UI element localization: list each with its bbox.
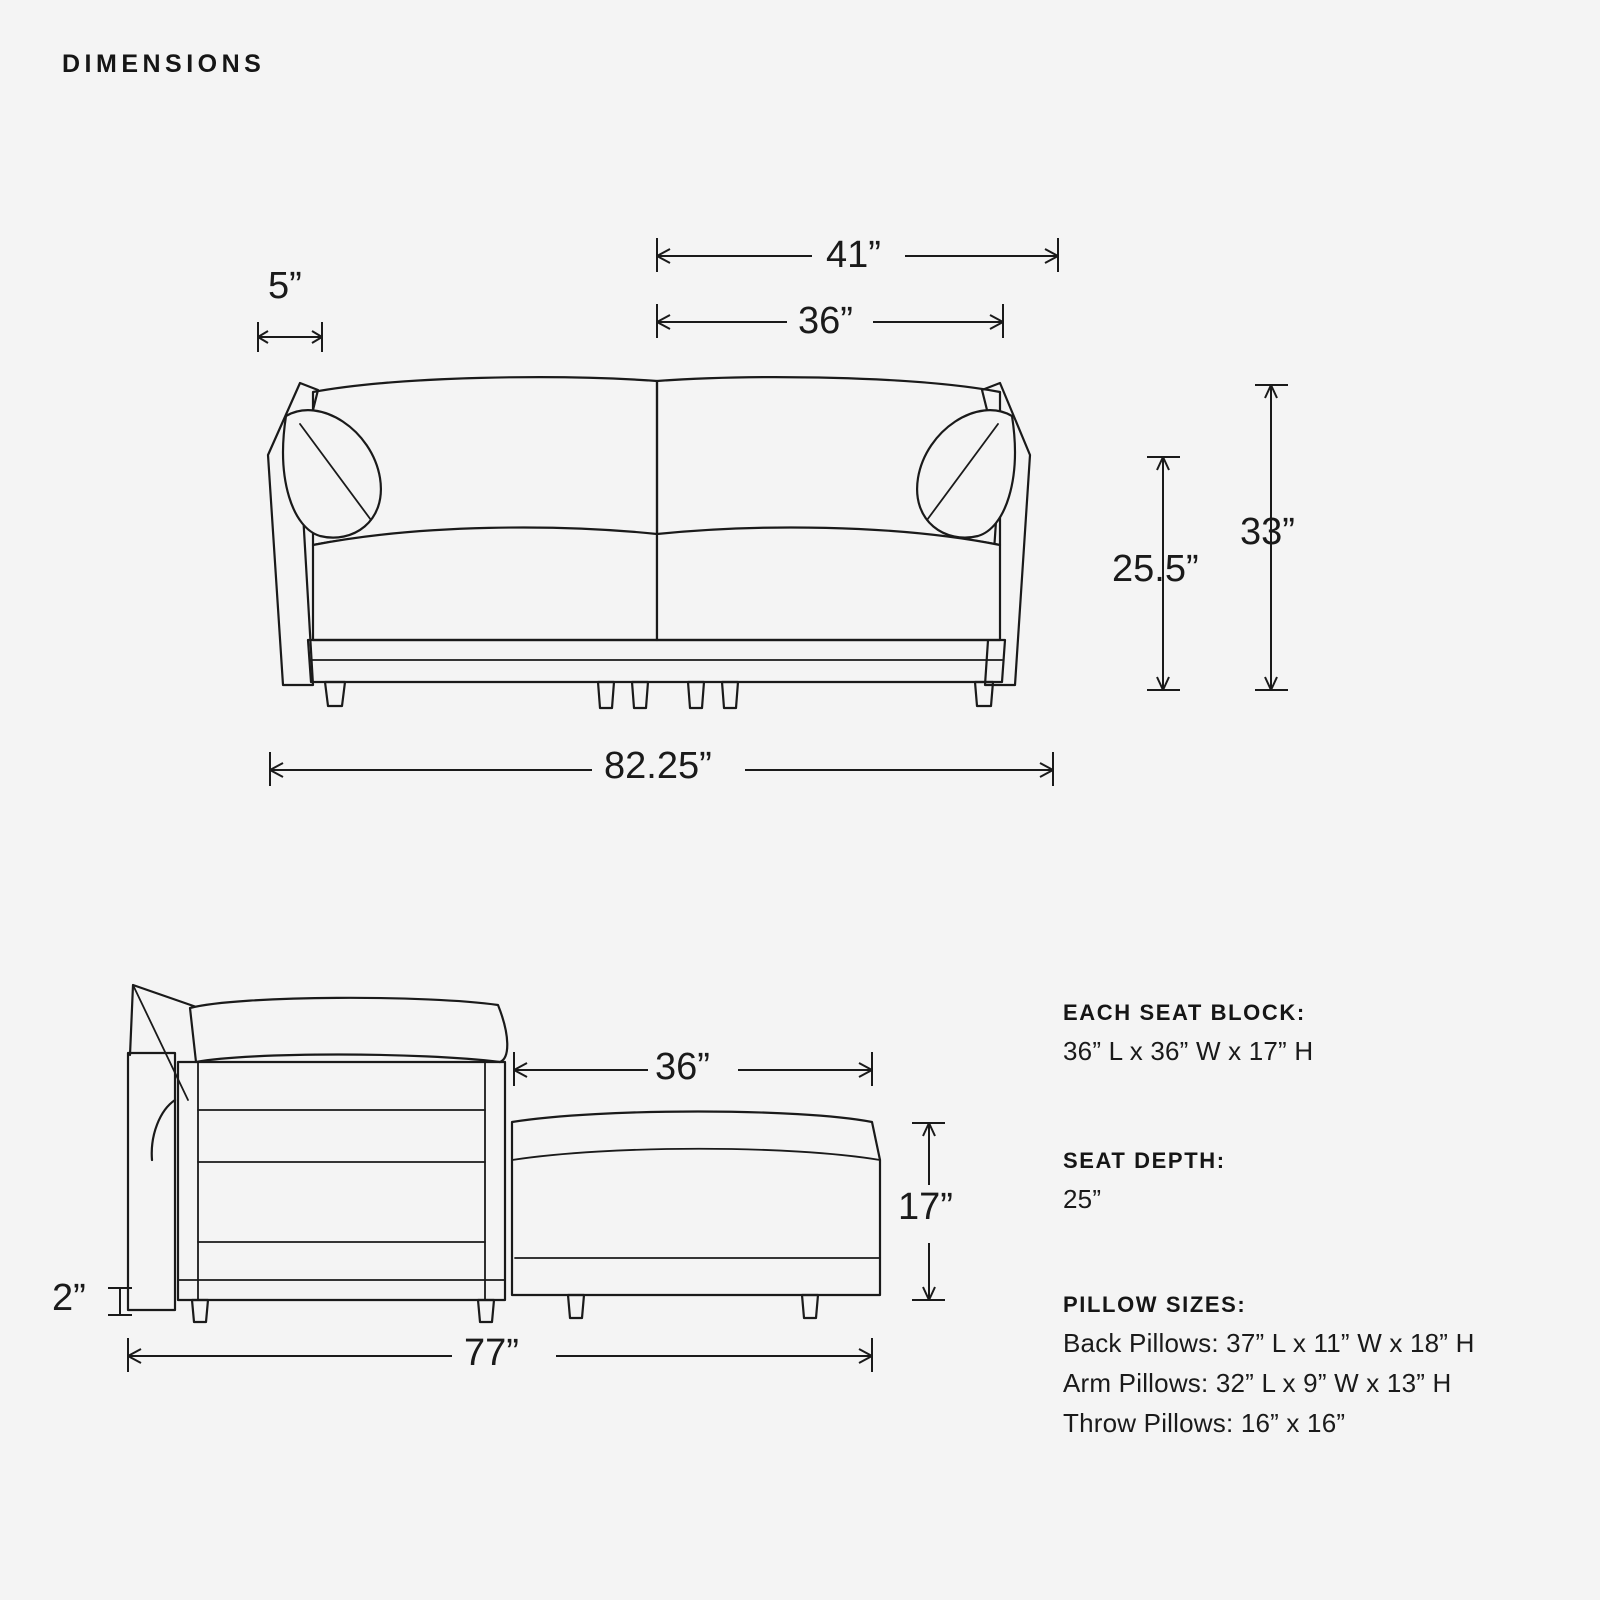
front-view-drawing [258,238,1288,786]
dim-label-41: 41” [826,234,881,276]
dim-arm-width [258,322,322,352]
spec-heading: SEAT DEPTH: [1063,1148,1226,1173]
dim-label-2: 2” [52,1277,86,1319]
spec-heading: EACH SEAT BLOCK: [1063,1000,1306,1025]
spec-line: Throw Pillows: 16” x 16” [1063,1408,1346,1438]
dim-label-77: 77” [464,1332,519,1374]
dim-label-36-side: 36” [655,1046,710,1088]
dim-label-25-5: 25.5” [1112,548,1199,590]
spec-heading: PILLOW SIZES: [1063,1292,1247,1317]
spec-line: Back Pillows: 37” L x 11” W x 18” H [1063,1328,1475,1358]
spec-seat-depth [1063,1148,1563,1224]
dim-label-17: 17” [898,1186,953,1228]
page-title: DIMENSIONS [62,50,266,78]
dim-label-33: 33” [1240,511,1295,553]
spec-line: Arm Pillows: 32” L x 9” W x 13” H [1063,1368,1452,1398]
dim-label-arm-width: 5” [268,265,302,307]
side-view-drawing [108,985,945,1372]
spec-pillow-sizes [1063,1292,1563,1448]
dim-label-82-25: 82.25” [604,745,712,787]
dim-label-36-front: 36” [798,300,853,342]
spec-line: 36” L x 36” W x 17” H [1063,1036,1314,1066]
dim-2 [108,1288,132,1315]
spec-each-seat-block [1063,1000,1563,1076]
spec-line: 25” [1063,1184,1102,1214]
